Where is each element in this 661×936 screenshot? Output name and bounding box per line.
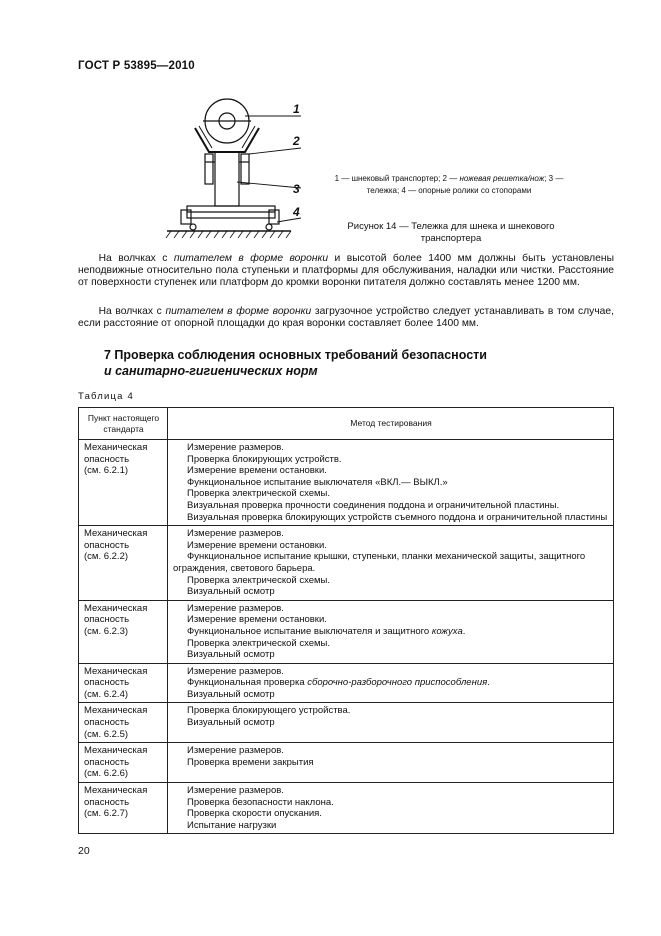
table-row [79,600,614,663]
method-line [173,442,609,454]
method-cell [168,440,614,526]
figure-legend [334,173,564,197]
method-line [173,603,609,615]
section-title-line2: и санитарно-гигиенических норм [104,364,318,378]
clause-line: опасность [84,614,130,626]
table-row [79,663,614,703]
method-text: Проверка электрической схемы. [187,488,331,500]
method-line [173,797,609,809]
method-text: кожуха [431,625,463,637]
method-line [173,677,609,689]
method-line [173,717,609,729]
clause-cell [79,743,168,783]
clause-line: (см. 6.2.3) [84,625,129,637]
clause-line: Механическая [84,602,148,614]
clause-line: (см. 6.2.2) [84,551,129,563]
method-text: Визуальный осмотр [187,688,275,700]
table-row [79,783,614,834]
method-line [173,551,609,574]
figure-label-1: 1 [293,102,300,116]
method-text: Измерение размеров. [187,602,284,614]
method-line [173,820,609,832]
page-number: 20 [78,845,90,857]
method-line [173,705,609,717]
clause-line: Механическая [84,745,148,757]
method-text: Проверка блокирующего устройства. [187,705,351,717]
method-text: Визуальный осмотр [187,586,275,598]
figure-label-2: 2 [293,134,300,148]
clause-line: Механическая [84,705,148,717]
document-header: ГОСТ Р 53895—2010 [78,60,195,72]
section-title-line1: 7 Проверка соблюдения основных требований безопасности [104,348,487,362]
table-label: Таблица 4 [78,391,134,402]
method-text: Визуальный осмотр [187,717,275,729]
method-line [173,745,609,757]
method-text: Визуальный осмотр [187,649,275,661]
method-text: Измерение размеров. [187,785,284,797]
method-text: Измерение времени остановки. [187,539,327,551]
table-row [79,743,614,783]
method-cell [168,703,614,743]
method-cell [168,526,614,601]
table-header-row [79,408,614,440]
paragraph-text: и высотой более 1400 мм должны быть установлены неподвижные относительно пола ступеньки и платформы для обслуживания, наладки или чистки. Расстояние от поверхности ступенек или платформ до кромки воронки питателя должно составлять менее 1200 мм. [78,253,614,289]
paragraph-text-italic: питателем в форме воронки [165,306,312,317]
legend-part-italic: ножевая решетка/нож [459,174,545,183]
table-row [79,526,614,601]
method-text: Измерение размеров. [187,745,284,757]
method-text: Проверка электрической схемы. [187,637,331,649]
method-line [173,649,609,661]
method-line [173,465,609,477]
clause-line: (см. 6.2.6) [84,768,129,780]
paragraph-text: загрузочное устройство следует устанавливать в том случае, если расстояние от опорной площадки до края воронки составляет более 1400 мм. [78,306,614,330]
clause-line: опасность [84,717,130,729]
method-text: сборочно-разборочного приспособления [307,677,488,689]
paragraph [78,306,614,330]
method-line [173,540,609,552]
clause-line: опасность [84,677,130,689]
method-cell [168,600,614,663]
method-line [173,757,609,769]
paragraph [78,253,614,290]
clause-line: (см. 6.2.7) [84,808,129,820]
test-methods-table [78,407,614,834]
paragraph-text: На волчках с [98,306,166,317]
clause-line: Механическая [84,785,148,797]
figure-label-4: 4 [293,205,300,219]
clause-line: опасность [84,539,130,551]
clause-cell [79,526,168,601]
header-method: Метод тестирования [168,408,614,440]
method-text: Измерение размеров. [187,665,284,677]
method-line [173,528,609,540]
method-text: Функциональная проверка [187,677,308,689]
method-text: . [462,625,466,637]
method-text: Проверка безопасности наклона. [187,796,334,808]
method-line [173,626,609,638]
clause-line: (см. 6.2.4) [84,688,129,700]
table-row [79,703,614,743]
figure-label-3: 3 [293,182,300,196]
method-text: Проверка времени закрытия [187,756,314,768]
method-text: Измерение размеров. [187,528,284,540]
method-text: Проверка скорости опускания. [187,808,322,820]
method-text: Проверка электрической схемы. [187,574,331,586]
clause-cell [79,440,168,526]
method-line [173,477,609,489]
clause-line: (см. 6.2.5) [84,728,129,740]
method-text: Измерение времени остановки. [187,465,327,477]
method-text: Визуальная проверка прочности соединения поддона и ограничительной пластины. [187,499,560,511]
clause-line: Механическая [84,442,148,453]
clause-line: опасность [84,756,130,768]
legend-part: ; 3 — тележка; 4 — опорные ролики со стопорами [366,174,564,195]
method-text: . [487,677,490,689]
method-line [173,785,609,797]
method-text: Функциональное испытание крышки, ступеньки, планки механической защиты, защитного ограждения, светового барьера. [173,551,586,574]
clause-line: опасность [84,453,130,465]
method-text: Испытание нагрузки [187,819,277,831]
header-clause: Пункт настоящего стандарта [79,408,168,440]
paragraph-text-italic: питателем в форме воронки [173,253,329,264]
method-line [173,666,609,678]
figure-caption: Рисунок 14 — Тележка для шнека и шнекового транспортера [347,221,555,244]
clause-cell [79,663,168,703]
clause-line: Механическая [84,528,148,540]
method-line [173,638,609,650]
section-heading [104,347,624,379]
method-line [173,500,609,512]
method-text: Измерение времени остановки. [187,614,327,626]
method-line [173,808,609,820]
legend-part: 1 — шнековый транспортер; 2 — [334,174,460,183]
clause-line: Механическая [84,665,148,677]
method-text: Измерение размеров. [187,442,284,453]
table-row [79,440,614,526]
method-cell [168,783,614,834]
clause-cell [79,600,168,663]
method-line [173,689,609,701]
clause-cell [79,783,168,834]
method-line [173,454,609,466]
paragraph-text: На волчках с [98,253,174,264]
clause-cell [79,703,168,743]
method-text: Функциональное испытание выключателя и защитного [187,625,432,637]
method-text: Проверка блокирующих устройств. [187,453,342,465]
method-text: Функциональное испытание выключателя «ВКЛ.— ВЫКЛ.» [187,476,448,488]
method-line [173,488,609,500]
method-line [173,512,609,524]
method-line [173,586,609,598]
method-line [173,614,609,626]
clause-line: (см. 6.2.1) [84,465,129,477]
method-cell [168,663,614,703]
method-line [173,575,609,587]
method-text: Визуальная проверка блокирующих устройств съемного поддона и ограничительной пластины [187,511,608,523]
figure-14-drawing [165,88,315,248]
clause-line: опасность [84,796,130,808]
method-cell [168,743,614,783]
